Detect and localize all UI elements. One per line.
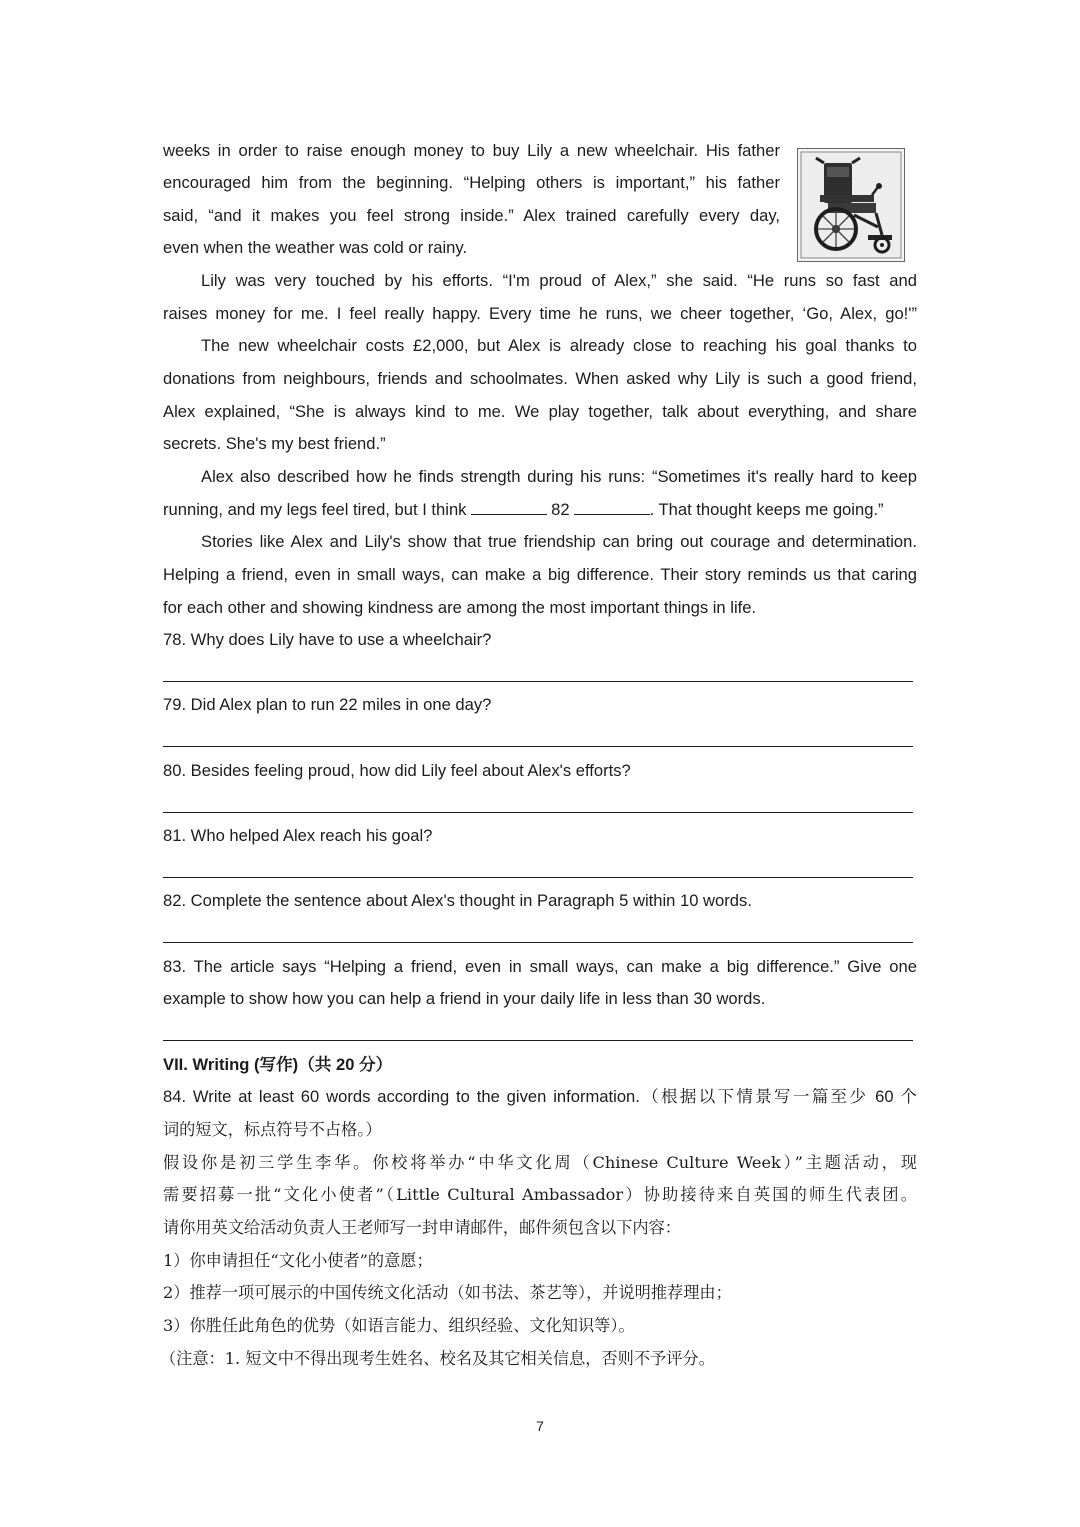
answer-line[interactable] (163, 877, 913, 878)
wheelchair-illustration-graphic (798, 149, 904, 261)
passage-line: Stories like Alex and Lily's show that true friendship can bring out courage and determination. (201, 532, 917, 551)
writing-scenario: 需要招募一批“文化小使者”（Little Cultural Ambassador）协助接待来自英国的师生代表团。 (163, 1185, 917, 1204)
writing-scenario: 假设你是初三学生李华。你校将举办“中华文化周（Chinese Culture Week）”主题活动，现 (163, 1153, 917, 1172)
passage-text: . That thought keeps me going.” (649, 500, 884, 519)
blank-number: 82 (551, 500, 570, 519)
passage-line: encouraged him from the beginning. “Helping others is important,” his father (163, 173, 780, 192)
question-83: 83. The article says “Helping a friend, even in small ways, can make a big difference.” Give one (163, 957, 917, 976)
passage-line: secrets. She's my best friend.” (163, 434, 386, 453)
answer-blank (574, 500, 650, 515)
passage-line: for each other and showing kindness are among the most important things in life. (163, 598, 757, 617)
answer-line[interactable] (163, 812, 913, 813)
passage-line: Alex also described how he finds strength during his runs: “Sometimes it's really hard to keep (201, 467, 917, 486)
passage-line: Lily was very touched by his efforts. “I'm proud of Alex,” she said. “He runs so fast and (201, 271, 917, 290)
passage-line: said, “and it makes you feel strong inside.” Alex trained carefully every day, (163, 206, 780, 225)
writing-requirement-1: 1）你申请担任“文化小使者”的意愿； (163, 1251, 433, 1270)
answer-line[interactable] (163, 1040, 913, 1041)
passage-text: running, and my legs feel tired, but I think (163, 500, 472, 519)
question-83-line2: example to show how you can help a friend in your daily life in less than 30 words. (163, 989, 766, 1008)
question-80: 80. Besides feeling proud, how did Lily feel about Alex's efforts? (163, 761, 631, 780)
passage-line: Alex explained, “She is always kind to me. We play together, talk about everything, and share (163, 402, 917, 421)
passage-line: weeks in order to raise enough money to buy Lily a new wheelchair. His father (163, 141, 780, 160)
writing-scenario: 请你用英文给活动负责人王老师写一封申请邮件，邮件须包含以下内容： (163, 1218, 681, 1237)
answer-line[interactable] (163, 942, 913, 943)
answer-line[interactable] (163, 746, 913, 747)
answer-blank (471, 500, 547, 515)
wheelchair-illustration-icon (797, 148, 905, 262)
writing-requirement-3: 3）你胜任此角色的优势（如语言能力、组织经验、文化知识等）。 (163, 1316, 635, 1335)
passage-line-with-blank (163, 494, 884, 527)
passage-line: donations from neighbours, friends and schoolmates. When asked why Lily is such a good friend, (163, 369, 917, 388)
question-81: 81. Who helped Alex reach his goal? (163, 826, 433, 845)
writing-task-line2: 词的短文，标点符号不占格。） (163, 1120, 382, 1139)
page-number: 7 (536, 1418, 544, 1434)
passage-line: Helping a friend, even in small ways, can make a big difference. Their story reminds us that caring (163, 565, 917, 584)
writing-note: （注意：1. 短文中不得出现考生姓名、校名及其它相关信息，否则不予评分。 (160, 1349, 715, 1368)
writing-requirement-2: 2）推荐一项可展示的中国传统文化活动（如书法、茶艺等），并说明推荐理由； (163, 1283, 732, 1302)
writing-heading: VII. Writing (写作)（共 20 分） (163, 1055, 393, 1074)
passage-line: even when the weather was cold or rainy. (163, 238, 468, 257)
passage-line: raises money for me. I feel really happy. Every time he runs, we cheer together, ‘Go, Alex, go!'” (163, 304, 917, 323)
question-78: 78. Why does Lily have to use a wheelchair? (163, 630, 492, 649)
writing-task: 84. Write at least 60 words according to the given information.（根据以下情景写一篇至少 60 个 (163, 1087, 917, 1106)
question-79: 79. Did Alex plan to run 22 miles in one day? (163, 695, 492, 714)
question-82: 82. Complete the sentence about Alex's thought in Paragraph 5 within 10 words. (163, 891, 752, 910)
passage-line: The new wheelchair costs £2,000, but Alex is already close to reaching his goal thanks to (201, 336, 917, 355)
answer-line[interactable] (163, 681, 913, 682)
